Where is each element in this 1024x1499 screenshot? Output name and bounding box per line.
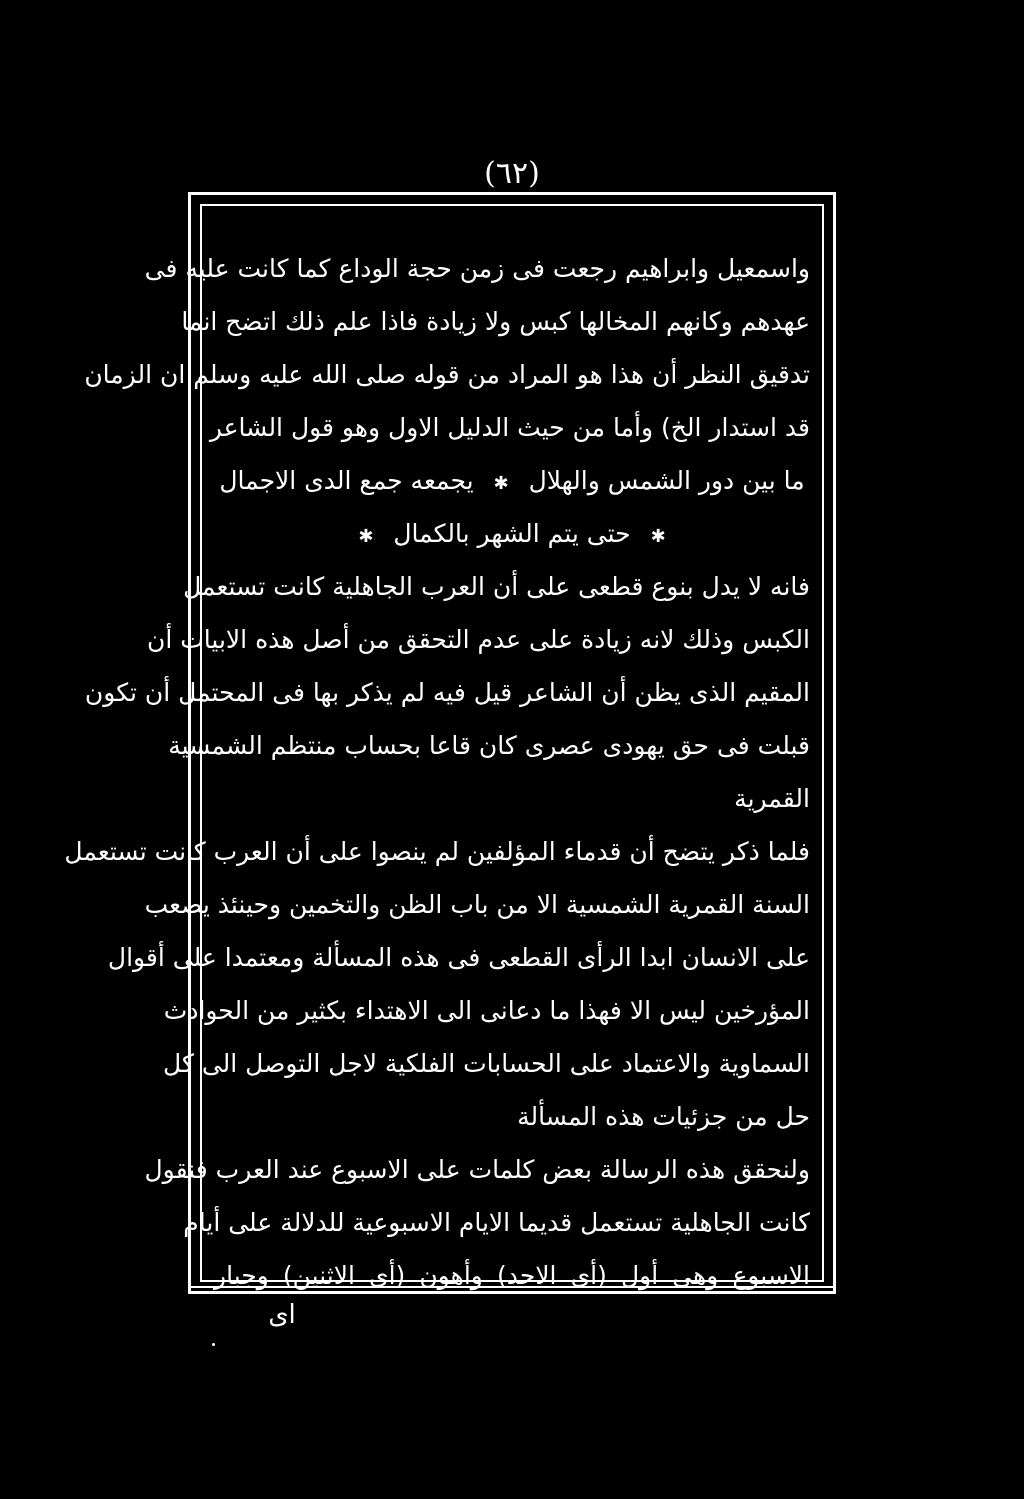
text-line-1: واسمعيل وابراهيم رجعت فى زمن حجة الوداع كما كانت عليه فى: [144, 254, 810, 283]
text-line-10: قبلت فى حق يهودى عصرى كان قاعا بحساب منتظم الشمسية: [168, 731, 810, 760]
verse-line-1: [214, 454, 810, 507]
text-line-8: الكبس وذلك لانه زيادة على عدم التحقق من أصل هذه الابيات أن: [147, 625, 810, 654]
text-line-17: حل من جزئيات هذه المسألة: [517, 1102, 810, 1131]
text-line-9: المقيم الذى يظن أن الشاعر قيل فيه لم يذكر بها فى المحتمل أن تكون: [84, 678, 810, 707]
main-text-block: [64, 242, 810, 1302]
text-line-14: على الانسان ابدا الرأى القطعى فى هذه المسألة ومعتمدا على أقوال: [107, 943, 810, 972]
verse-hemistich-3: حتى يتم الشهر بالكمال: [393, 519, 631, 548]
text-line-19: كانت الجاهلية تستعمل قديما الايام الاسبوعية للدلالة على أيام: [183, 1208, 810, 1237]
text-line-16: السماوية والاعتماد على الحسابات الفلكية لاجل التوصل الى كل: [163, 1049, 810, 1078]
text-line-3: تدقيق النظر أن هذا هو المراد من قوله صلى الله عليه وسلم ان الزمان: [84, 360, 810, 389]
text-line-20: الاسبوع وهى أول (أى الاحد) وأهون (أى الاثنين) وجبار: [214, 1261, 810, 1290]
text-line-18: ولنحقق هذه الرسالة بعض كلمات على الاسبوع عند العرب فنقول: [144, 1155, 810, 1184]
verse-line-2: [214, 507, 810, 560]
text-line-12: فلما ذكر يتضح أن قدماء المؤلفين لم ينصوا على أن العرب كانت تستعمل: [64, 837, 810, 866]
text-line-13: السنة القمرية الشمسية الا من باب الظن والتخمين وحينئذ يصعب: [144, 890, 810, 919]
page-number: (٦٢): [484, 156, 540, 191]
verse-hemistich-1: ما بين دور الشمس والهلال: [528, 466, 805, 495]
text-line-15: المؤرخين ليس الا فهذا ما دعانى الى الاهتداء بكثير من الحوادث: [163, 996, 810, 1025]
verse-hemistich-2: يجمعه جمع الدى الاجمال: [219, 466, 474, 495]
text-line-4: قد استدار الخ) وأما من حيث الدليل الاول وهو قول الشاعر: [209, 413, 810, 442]
star-ornament: ✱: [358, 526, 374, 547]
text-line-2: عهدهم وكانهم المخالها كبس ولا زيادة فاذا علم ذلك اتضح انما: [181, 307, 810, 336]
star-ornament: ✱: [650, 526, 666, 547]
star-ornament: ✱: [493, 473, 509, 494]
catchword: اى: [268, 1300, 296, 1330]
text-line-7: فانه لا يدل بنوع قطعى على أن العرب الجاهلية كانت تستعمل: [183, 572, 810, 601]
text-line-11: القمرية: [734, 784, 810, 813]
ink-speck: [212, 1343, 215, 1346]
